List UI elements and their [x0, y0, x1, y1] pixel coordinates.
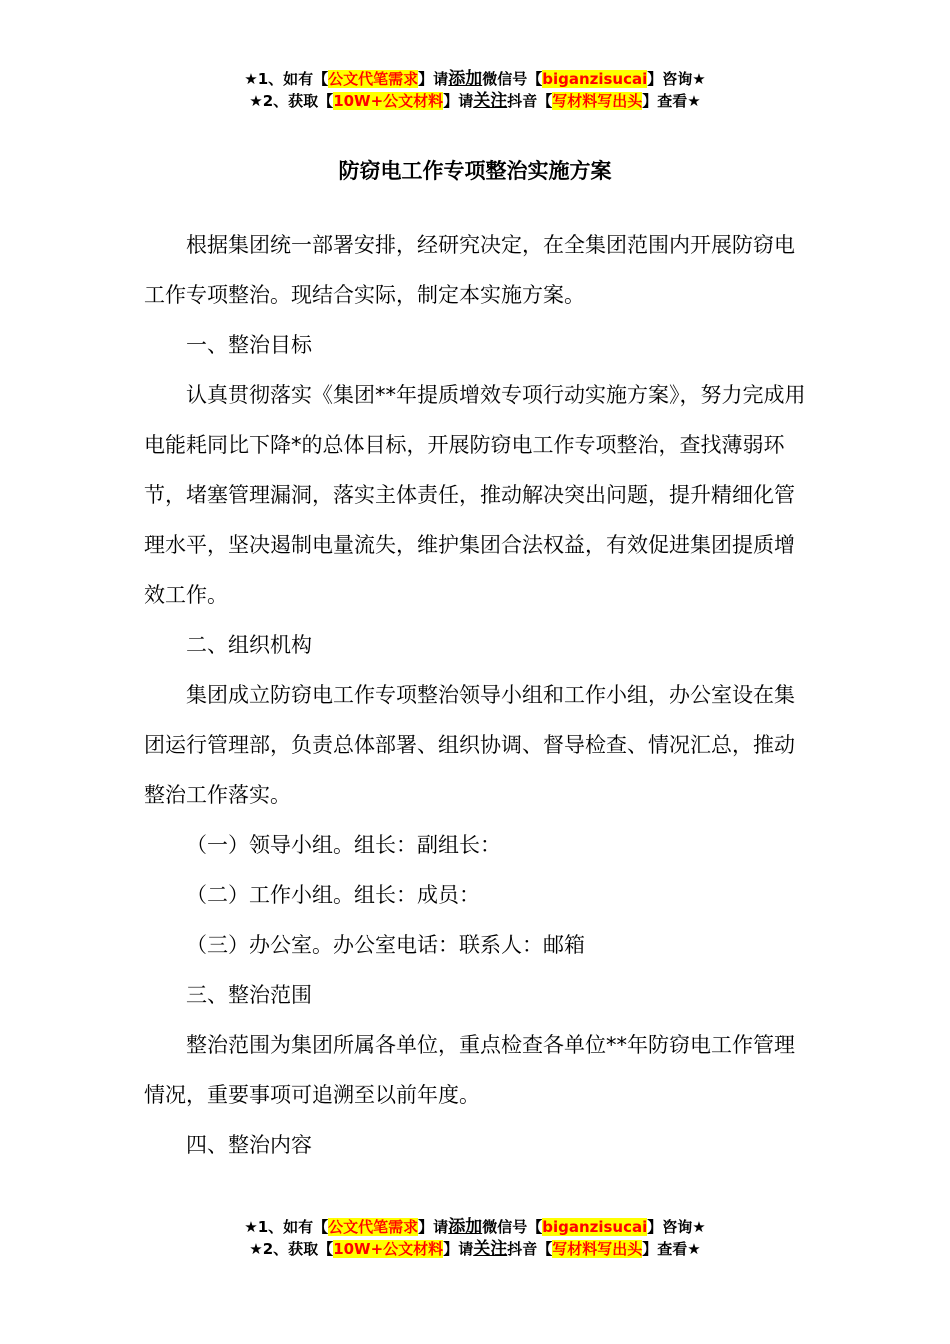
- paragraph: 集团成立防窃电工作专项整治领导小组和工作小组，办公室设在集团运行管理部，负责总体部署、组织协调、督导检查、情况汇总，推动整治工作落实。: [144, 683, 795, 807]
- list-item: （二）工作小组。组长：成员：: [186, 883, 480, 907]
- promo-text: 】咨询★: [647, 70, 706, 88]
- document-body: [144, 220, 806, 1170]
- promo-emphasis: 关注: [473, 1239, 508, 1259]
- promo-line-1: [0, 1216, 950, 1238]
- promo-text: 】请: [443, 92, 474, 110]
- promo-text: 】查看★: [642, 1240, 701, 1258]
- promo-highlight: biganzisucai: [542, 70, 648, 88]
- paragraph: 整治范围为集团所属各单位，重点检查各单位**年防窃电工作管理情况，重要事项可追溯至以前年度。: [144, 1033, 795, 1107]
- promo-highlight: biganzisucai: [542, 1218, 648, 1236]
- promo-emphasis: 关注: [473, 91, 508, 111]
- promo-highlight: 写材料写出头: [552, 92, 643, 110]
- promo-highlight: 10W+公文材料: [333, 1240, 444, 1258]
- promo-line-1: [0, 68, 950, 90]
- section-heading: 四、整治内容: [186, 1133, 312, 1157]
- section-heading: 三、整治范围: [186, 983, 312, 1007]
- paragraph: 根据集团统一部署安排，经研究决定，在全集团范围内开展防窃电工作专项整治。现结合实际，制定本实施方案。: [144, 233, 795, 307]
- paragraph: 认真贯彻落实《集团**年提质增效专项行动实施方案》，努力完成用电能耗同比下降*的总体目标，开展防窃电工作专项整治，查找薄弱环节，堵塞管理漏洞，落实主体责任，推动解决突出问题，提升精细化管理水平，坚决遏制电量流失，维护集团合法权益，有效促进集团提质增效工作。: [144, 383, 806, 607]
- promo-text: 微信号【: [482, 70, 543, 88]
- promo-text: 】请: [443, 1240, 474, 1258]
- list-item: （三）办公室。办公室电话：联系人：邮箱: [186, 933, 585, 957]
- promo-text: ★2、获取【: [249, 92, 334, 110]
- promo-emphasis: 添加: [448, 69, 483, 89]
- promo-line-2: [0, 90, 950, 112]
- section-heading: 二、组织机构: [186, 633, 312, 657]
- promo-text: ★2、获取【: [249, 1240, 334, 1258]
- list-item: （一）领导小组。组长：副组长：: [186, 833, 501, 857]
- promo-highlight: 写材料写出头: [552, 1240, 643, 1258]
- promo-emphasis: 添加: [448, 1217, 483, 1237]
- promo-line-2: [0, 1238, 950, 1260]
- promo-text: 抖音【: [507, 1240, 553, 1258]
- promo-text: 】请: [418, 1218, 449, 1236]
- promo-highlight: 10W+公文材料: [333, 92, 444, 110]
- promo-highlight: 公文代笔需求: [328, 1218, 419, 1236]
- promo-text: 微信号【: [482, 1218, 543, 1236]
- promo-banner-top: [0, 68, 950, 112]
- promo-text: 】请: [418, 70, 449, 88]
- promo-highlight: 公文代笔需求: [328, 70, 419, 88]
- promo-text: 】咨询★: [647, 1218, 706, 1236]
- promo-text: ★1、如有【: [244, 70, 329, 88]
- promo-text: ★1、如有【: [244, 1218, 329, 1236]
- promo-text: 抖音【: [507, 92, 553, 110]
- promo-text: 】查看★: [642, 92, 701, 110]
- document-title: 防窃电工作专项整治实施方案: [338, 159, 612, 183]
- promo-banner-bottom: [0, 1216, 950, 1260]
- section-heading: 一、整治目标: [186, 333, 312, 357]
